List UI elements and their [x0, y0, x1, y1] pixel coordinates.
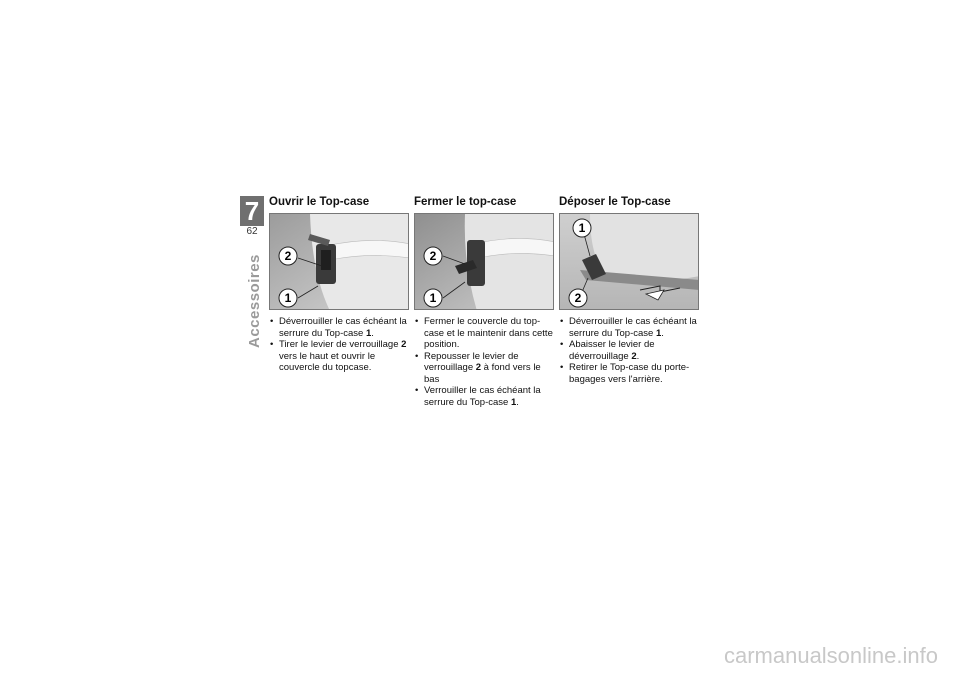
column-close-topcase [414, 196, 554, 408]
step-item: • Fermer le couvercle du top-case et le maintenir dans cette position. [414, 316, 554, 351]
step-list [559, 316, 699, 385]
photo-close-lever [414, 213, 554, 310]
callout-2: 2 [429, 249, 437, 263]
section-title: Fermer le top-case [414, 196, 517, 208]
chapter-number-box: 7 [240, 196, 264, 226]
callout-1: 1 [578, 221, 586, 235]
section-title: Ouvrir le Top-case [269, 196, 370, 208]
photo-open-lever [269, 213, 409, 310]
step-item: • Verrouiller le cas échéant la serrure du Top-case 1. [414, 385, 554, 408]
step-item: • Retirer le Top-case du porte-bagages vers l'arrière. [559, 362, 699, 385]
step-item: • Tirer le levier de verrouillage 2 vers le haut et ouvrir le couvercle du topcase. [269, 339, 409, 374]
watermark-text: carmanualsonline.info [723, 643, 938, 668]
column-open-topcase [269, 196, 409, 374]
step-item: • Abaisser le levier de déverrouillage 2. [559, 339, 699, 362]
callout-1: 1 [429, 291, 437, 305]
page-number: 62 [246, 226, 258, 237]
step-item: • Déverrouiller le cas échéant la serrure du Top-case 1. [269, 316, 409, 339]
section-side-label: Accessoires [246, 254, 263, 348]
callout-2: 2 [574, 291, 582, 305]
column-remove-topcase [559, 196, 699, 385]
step-list [269, 316, 409, 374]
callout-2: 2 [284, 249, 292, 263]
step-list [414, 316, 554, 408]
photo-remove-topcase [559, 213, 699, 310]
section-title: Déposer le Top-case [559, 196, 671, 208]
callout-1: 1 [284, 291, 292, 305]
step-item: • Déverrouiller le cas échéant la serrure du Top-case 1. [559, 316, 699, 339]
step-item: • Repousser le levier de verrouillage 2 à fond vers le bas [414, 351, 554, 386]
